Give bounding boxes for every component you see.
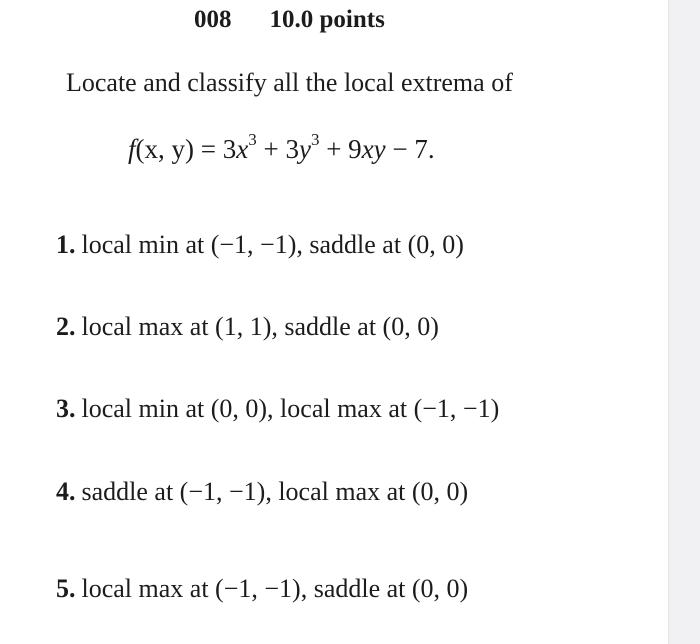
formula-function-name: f — [128, 134, 136, 164]
question-points: 10.0 points — [269, 6, 385, 33]
choice-number: 1. — [56, 230, 76, 259]
formula-tail: + 9 — [319, 134, 362, 164]
formula-plus: + 3 — [256, 134, 299, 164]
answer-choice-1[interactable] — [56, 230, 464, 260]
choice-text: saddle at (−1, −1), local max at (0, 0) — [81, 477, 469, 506]
choice-text: local min at (−1, −1), saddle at (0, 0) — [81, 230, 464, 259]
answer-choice-5[interactable] — [56, 574, 468, 604]
scrollbar-track[interactable] — [668, 0, 700, 644]
answer-choice-4[interactable] — [56, 477, 468, 507]
formula-x: x — [236, 134, 249, 164]
choice-text: local max at (1, 1), saddle at (0, 0) — [81, 312, 439, 341]
formula-exp-y: 3 — [310, 130, 320, 149]
formula-args: (x, y) — [135, 134, 194, 164]
formula-y: y — [298, 134, 311, 164]
formula-exp-x: 3 — [248, 130, 257, 149]
choice-number: 3. — [56, 394, 76, 423]
answer-choice-3[interactable] — [56, 394, 499, 424]
choice-number: 2. — [56, 312, 76, 341]
question-header — [194, 4, 385, 36]
choice-text: local max at (−1, −1), saddle at (0, 0) — [81, 574, 469, 603]
choice-number: 5. — [56, 574, 76, 603]
answer-choice-2[interactable] — [56, 312, 439, 342]
choice-text: local min at (0, 0), local max at (−1, −1) — [81, 394, 500, 423]
question-prompt: Locate and classify all the local extrema of — [66, 68, 513, 97]
formula-const: − 7. — [385, 134, 435, 164]
formula-eq: = 3 — [194, 134, 237, 164]
formula-xy: xy — [361, 134, 386, 164]
function-formula — [128, 130, 435, 165]
question-number: 008 — [194, 6, 232, 33]
choice-number: 4. — [56, 477, 76, 506]
